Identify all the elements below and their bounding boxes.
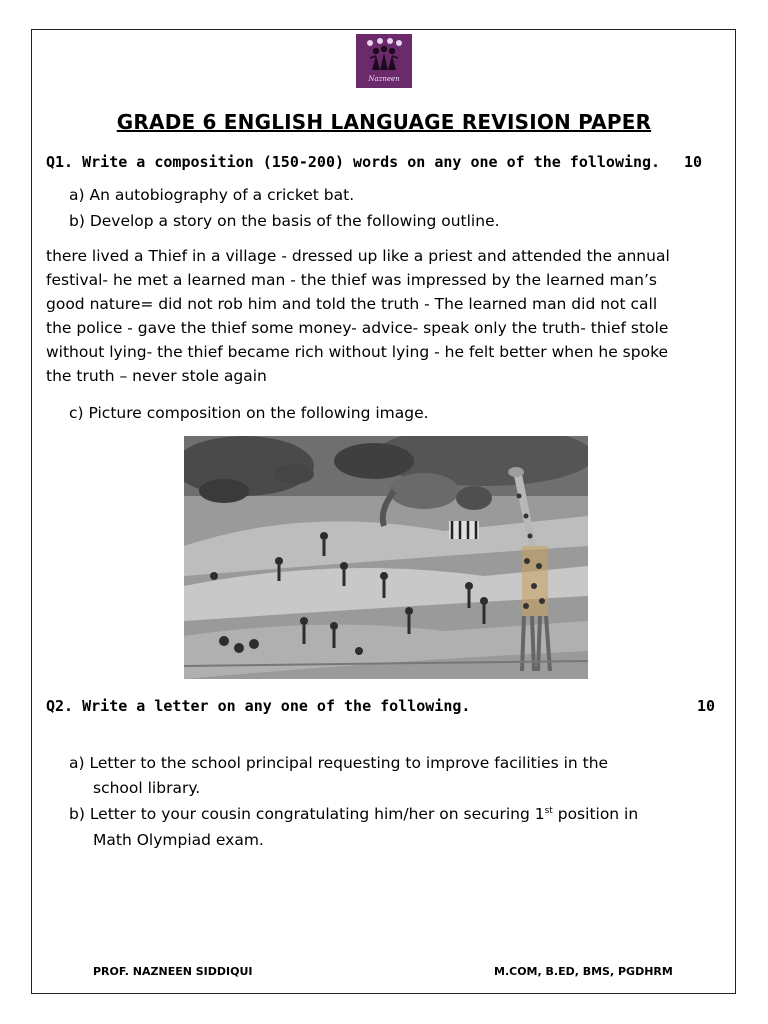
- page-title: GRADE 6 ENGLISH LANGUAGE REVISION PAPER: [116, 110, 652, 134]
- q2-option-b: [69, 805, 638, 823]
- logo: [356, 34, 412, 88]
- q1-option-a: a) An autobiography of a cricket bat.: [69, 186, 355, 204]
- outline-line: the truth – never stole again: [46, 367, 267, 385]
- q2-option-b-text-end: position in: [552, 805, 639, 823]
- q1-marks: 10: [684, 153, 703, 171]
- logo-text: Nazneen: [368, 75, 400, 83]
- story-outline: [46, 244, 726, 388]
- footer-author: PROF. NAZNEEN SIDDIQUI: [93, 965, 253, 978]
- outline-line: festival- he met a learned man - the thief was impressed by the learned man’s: [46, 271, 657, 289]
- q2-heading: Q2. Write a letter on any one of the following.: [46, 697, 471, 715]
- q1-option-b: b) Develop a story on the basis of the following outline.: [69, 212, 500, 230]
- ordinal-suffix: st: [544, 805, 553, 816]
- q2-option-b-cont: Math Olympiad exam.: [93, 831, 264, 849]
- q2-marks: 10: [697, 697, 716, 715]
- zoo-scene-image: [184, 436, 588, 679]
- outline-line: the police - gave the thief some money- advice- speak only the truth- thief stole: [46, 319, 669, 337]
- q2-option-a-cont: school library.: [93, 779, 201, 797]
- outline-line: good nature= did not rob him and told the truth - The learned man did not call: [46, 295, 658, 313]
- outline-line: without lying- the thief became rich without lying - he felt better when he spoke: [46, 343, 669, 361]
- footer-qualifications: M.COM, B.ED, BMS, PGDHRM: [494, 965, 673, 978]
- q1-option-c: c) Picture composition on the following image.: [69, 404, 429, 422]
- q2-option-b-text: b) Letter to your cousin congratulating him/her on securing 1: [69, 805, 545, 823]
- q1-heading: Q1. Write a composition (150-200) words on any one of the following.: [46, 153, 661, 171]
- q2-option-a: a) Letter to the school principal requesting to improve facilities in the: [69, 754, 609, 772]
- outline-line: there lived a Thief in a village - dressed up like a priest and attended the annual: [46, 247, 670, 265]
- zoo-picture: [184, 436, 588, 679]
